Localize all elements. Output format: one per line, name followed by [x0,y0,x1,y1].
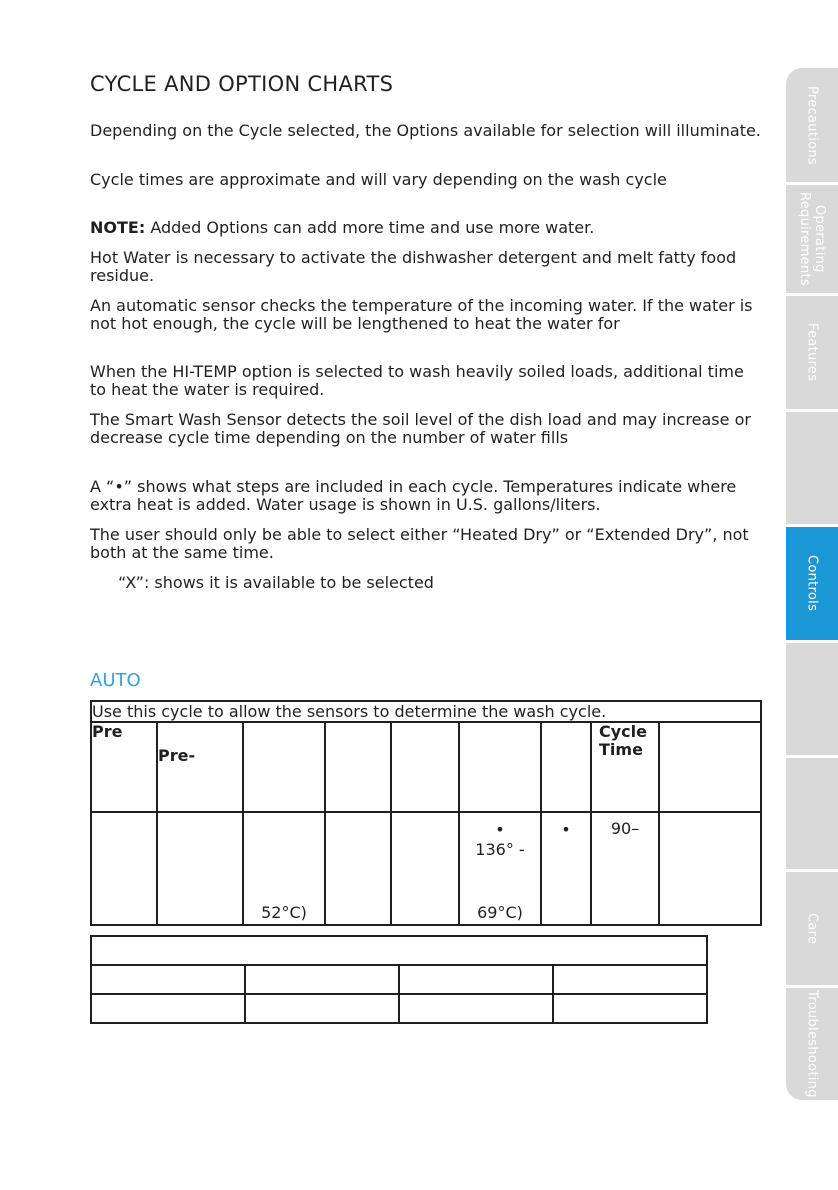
tab-label: Operating Requirements [797,192,827,286]
table-cell [91,812,157,925]
table-cell [243,812,325,925]
step-dot: • [495,820,505,839]
table-cell [91,994,245,1023]
options-header [91,936,707,965]
tab-blank[interactable] [786,412,838,524]
tab-label: Precautions [804,85,820,165]
header-cell [391,722,459,812]
table-cell [591,812,659,925]
paragraph-sensor: An automatic sensor checks the temperature of the incoming water. If the water is not hot enough, the cycle will be lengthened to heat the water for [90,296,753,333]
table-cell [391,812,459,925]
paragraph-hi-temp: When the HI-TEMP option is selected to wash heavily soiled loads, additional time to heat the water is required. [90,362,744,399]
note-text: Added Options can add more time and use more water. [145,218,595,237]
table-cell [541,812,591,925]
paragraph-x-legend: “X”: shows it is available to be selected [118,573,434,592]
table-cell [399,965,553,994]
table-cell [245,994,399,1023]
header-cell [541,722,591,812]
tab-controls[interactable] [786,527,838,640]
table-cell [553,994,707,1023]
tab-operating-requirements[interactable] [786,185,838,293]
paragraph-cycle-times: Cycle times are approximate and will vary depending on the wash cycle [90,170,667,189]
table-cell [245,965,399,994]
tab-label: Controls [804,555,820,612]
tab-care[interactable] [786,872,838,985]
table-caption: Use this cycle to allow the sensors to determine the wash cycle. [91,701,761,722]
table-cell [659,812,761,925]
header-cell [459,722,541,812]
auto-cycle-table [90,700,762,926]
header-cell [659,722,761,812]
paragraph-legend: A “•” shows what steps are included in each cycle. Temperatures indicate where extra heat is added. Water usage is shown in U.S. gallons/liters. [90,477,737,514]
table-cell [157,812,243,925]
tab-label: Troubleshooting [804,990,820,1098]
table-cell [553,965,707,994]
table-cell [325,812,391,925]
paragraph-smart-wash: The Smart Wash Sensor detects the soil level of the dish load and may increase or decrease cycle time depending on the number of water fills [90,410,751,447]
tab-precautions[interactable] [786,68,838,182]
paragraph-options: Depending on the Cycle selected, the Options available for selection will illuminate. [90,121,761,140]
temp-text: 52°C) [261,903,307,922]
paragraph-dry-option: The user should only be able to select either “Heated Dry” or “Extended Dry”, not both at the same time. [90,525,749,562]
header-pre: Pre [91,722,157,812]
header-pre-wash: Pre- [157,722,243,812]
temp-text: 69°C) [477,903,523,922]
tab-blank[interactable] [786,758,838,869]
note-label: NOTE: [90,218,146,237]
tab-label: Features [804,323,820,382]
auto-heading: AUTO [90,670,141,691]
tab-label: Care [804,912,820,945]
options-table [90,935,708,1024]
tab-troubleshooting[interactable] [786,988,838,1100]
tab-features[interactable] [786,296,838,409]
table-cell [459,812,541,925]
tab-blank[interactable] [786,643,838,755]
temp-text: 136° - [475,840,525,859]
table-cell [91,965,245,994]
paragraph-hot-water: Hot Water is necessary to activate the dishwasher detergent and melt fatty food residue. [90,248,737,285]
header-cell [325,722,391,812]
header-cycle-time: Cycle Time [591,722,659,812]
paragraph-note [90,219,762,237]
cycle-time-value: 90– [610,819,640,838]
page-title: CYCLE AND OPTION CHARTS [90,72,394,96]
header-cell [243,722,325,812]
table-cell [399,994,553,1023]
step-dot: • [561,820,571,839]
